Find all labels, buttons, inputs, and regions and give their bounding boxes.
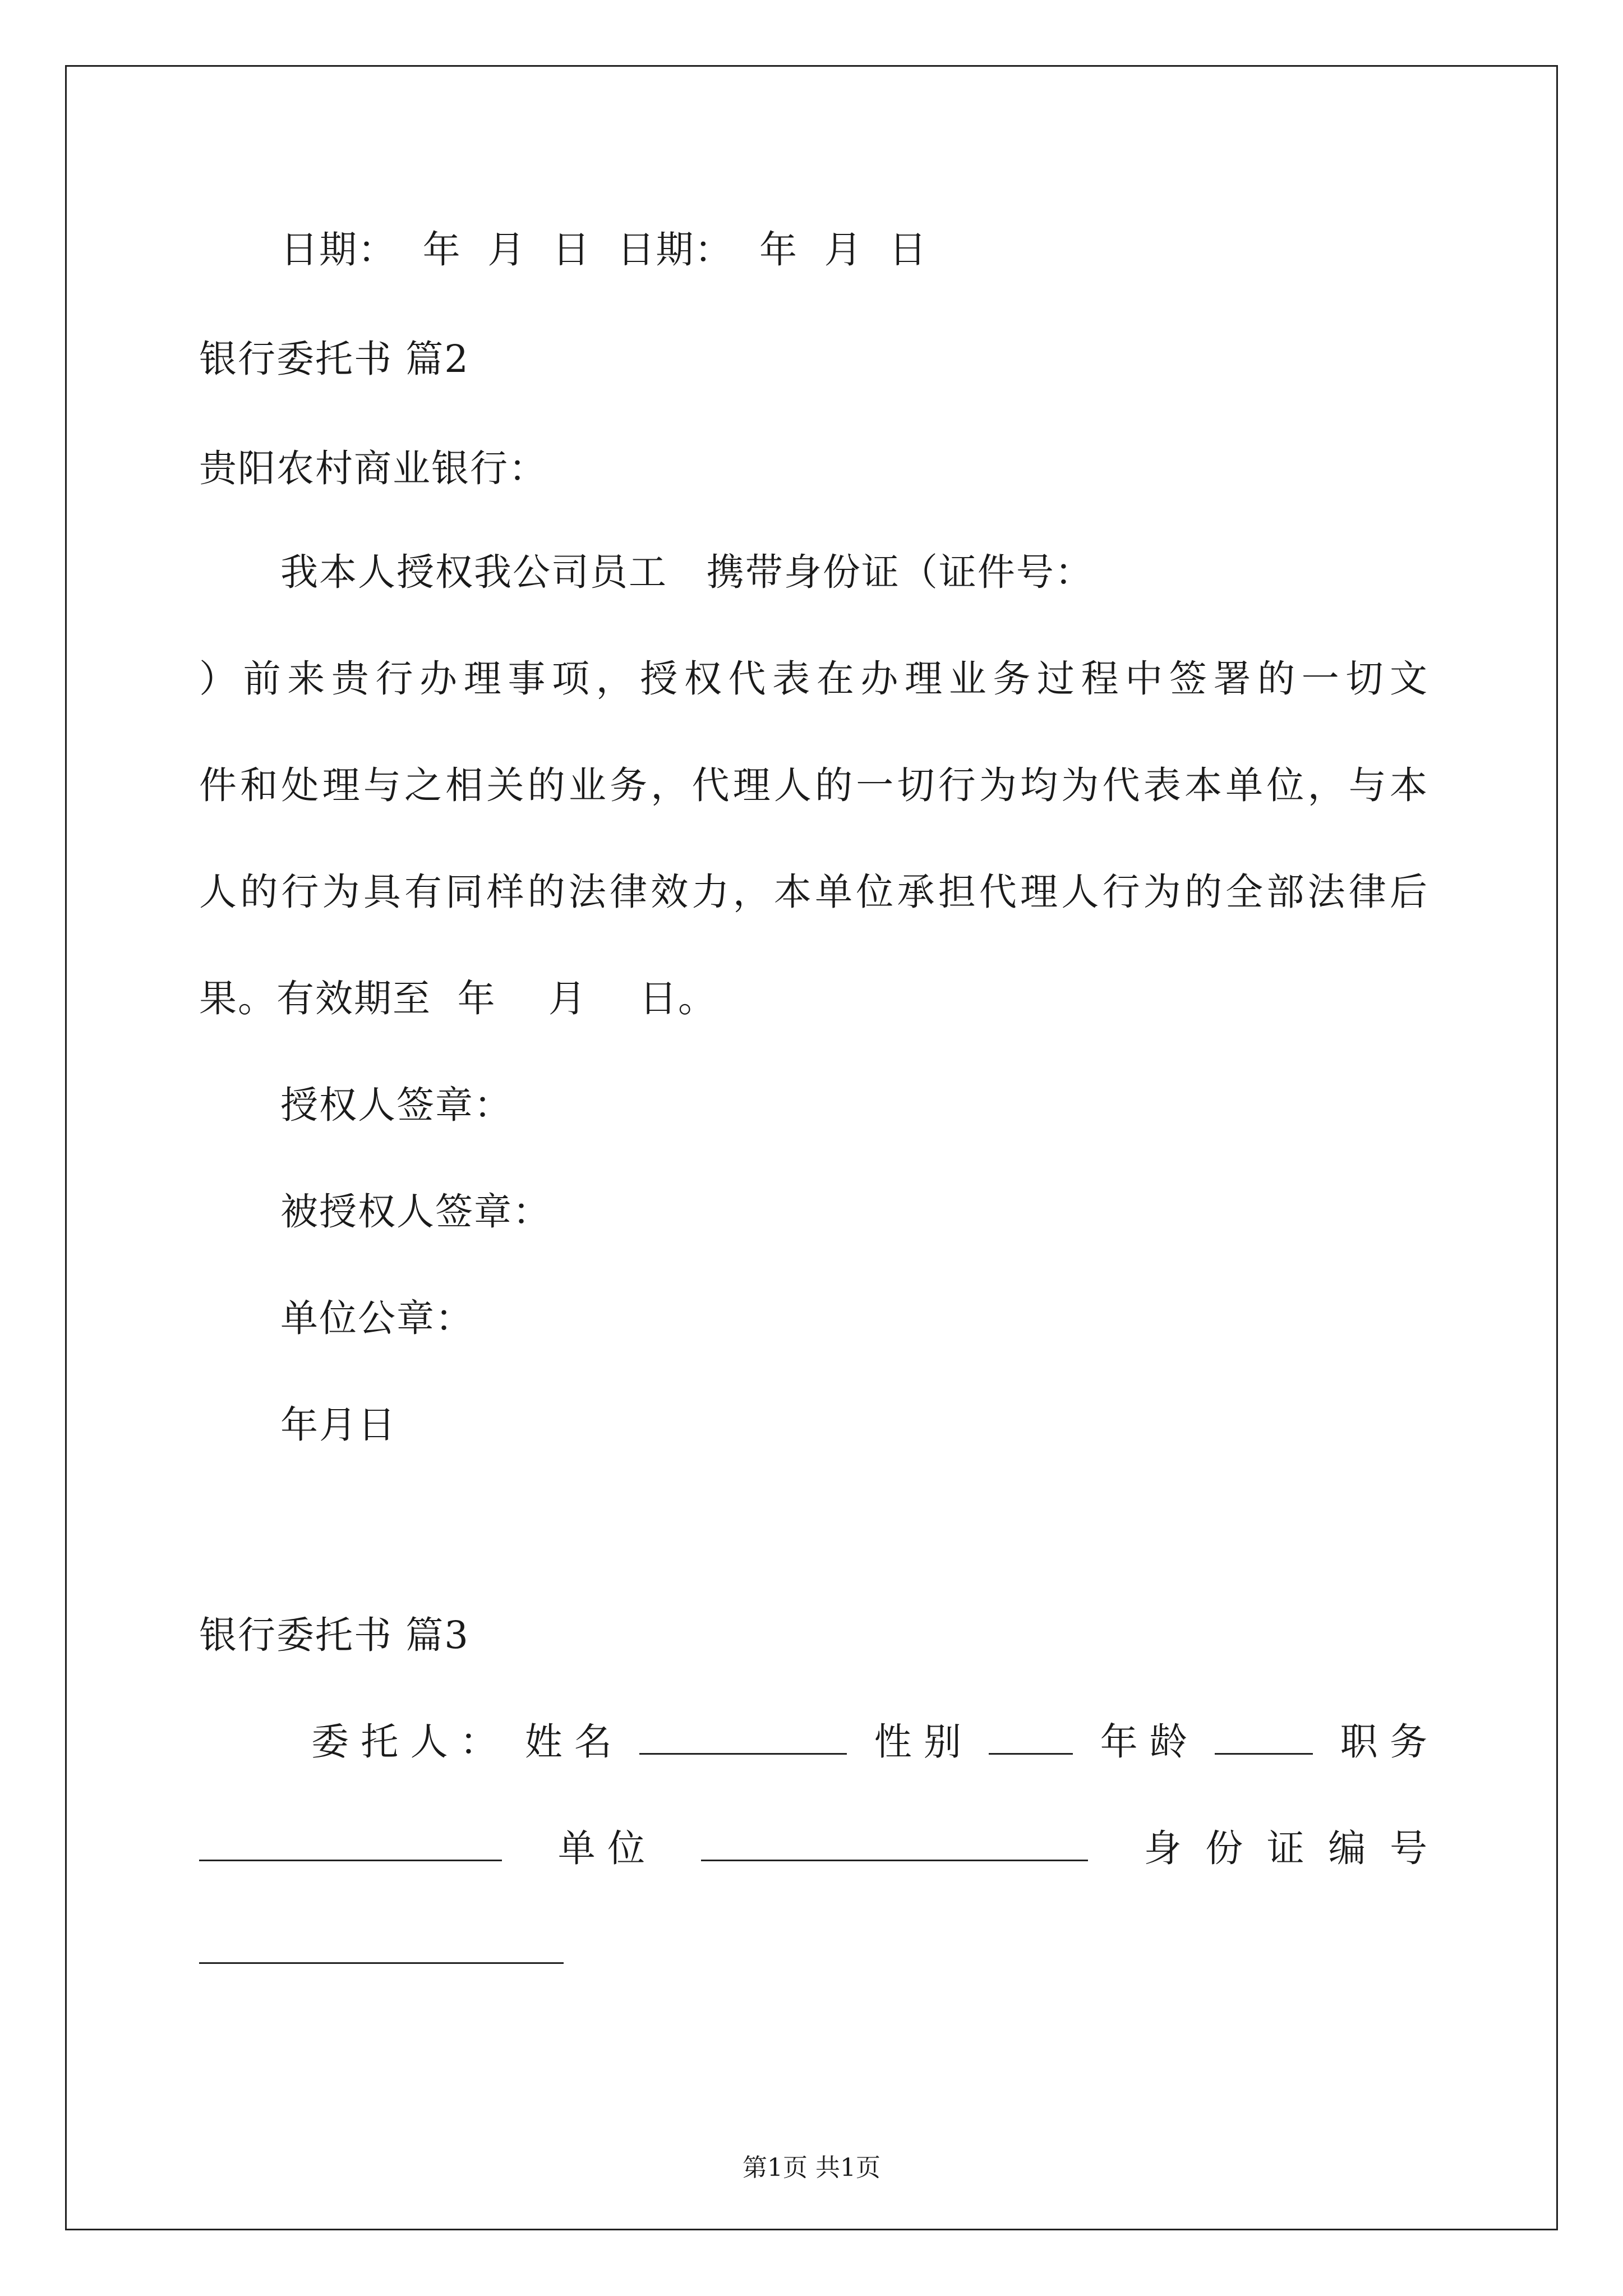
gender-blank [989,1720,1073,1755]
principal-label: 委 托 人 ： [311,1720,497,1764]
unit-label: 单 位 [557,1826,645,1870]
unit-blank [701,1827,1088,1861]
body-line-5: 果。有效期至 年 月 日。 [199,977,717,1020]
grantor-signature-label: 授权人签章： [280,1083,513,1127]
form-row-id [199,1930,1427,1964]
date-ymd: 年月日 [280,1403,396,1447]
id-label: 身 份 证 编 号 [1144,1826,1427,1870]
body-line-4: 人的行为具有同样的法律效力，本单位承担代理人行为的全部法律后 [199,870,1427,914]
form-row-unit [199,1823,1427,1874]
name-blank [639,1720,847,1755]
section-heading-2: 银行委托书 篇2 [199,337,469,381]
age-blank [1215,1720,1313,1755]
date-line: 日期： 年 月 日 日期： 年 月 日 [280,228,928,272]
addressee: 贵阳农村商业银行： [199,447,547,490]
body-line-3: 件和处理与之相关的业务，代理人的一切行为均为代表本单位，与本 [199,763,1427,807]
gender-label: 性 别 [874,1720,962,1764]
position-label: 职 务 [1340,1720,1427,1764]
body-line-2: ）前来贵行办理事项，授权代表在办理业务过程中签署的一切文 [199,657,1427,701]
position-blank [199,1827,502,1861]
id-blank [199,1930,564,1964]
name-label: 姓 名 [524,1720,612,1764]
company-seal-label: 单位公章： [280,1296,474,1340]
age-label: 年 龄 [1100,1720,1187,1764]
page-border [65,65,1558,2230]
form-row-principal [311,1717,1427,1767]
body-line-1: 我本人授权我公司员工 携带身份证（证件号： [280,550,1094,594]
section-heading-3: 银行委托书 篇3 [199,1613,469,1657]
grantee-signature-label: 被授权人签章： [280,1190,551,1234]
page-footer: 第1页 共1页 [743,2154,880,2182]
